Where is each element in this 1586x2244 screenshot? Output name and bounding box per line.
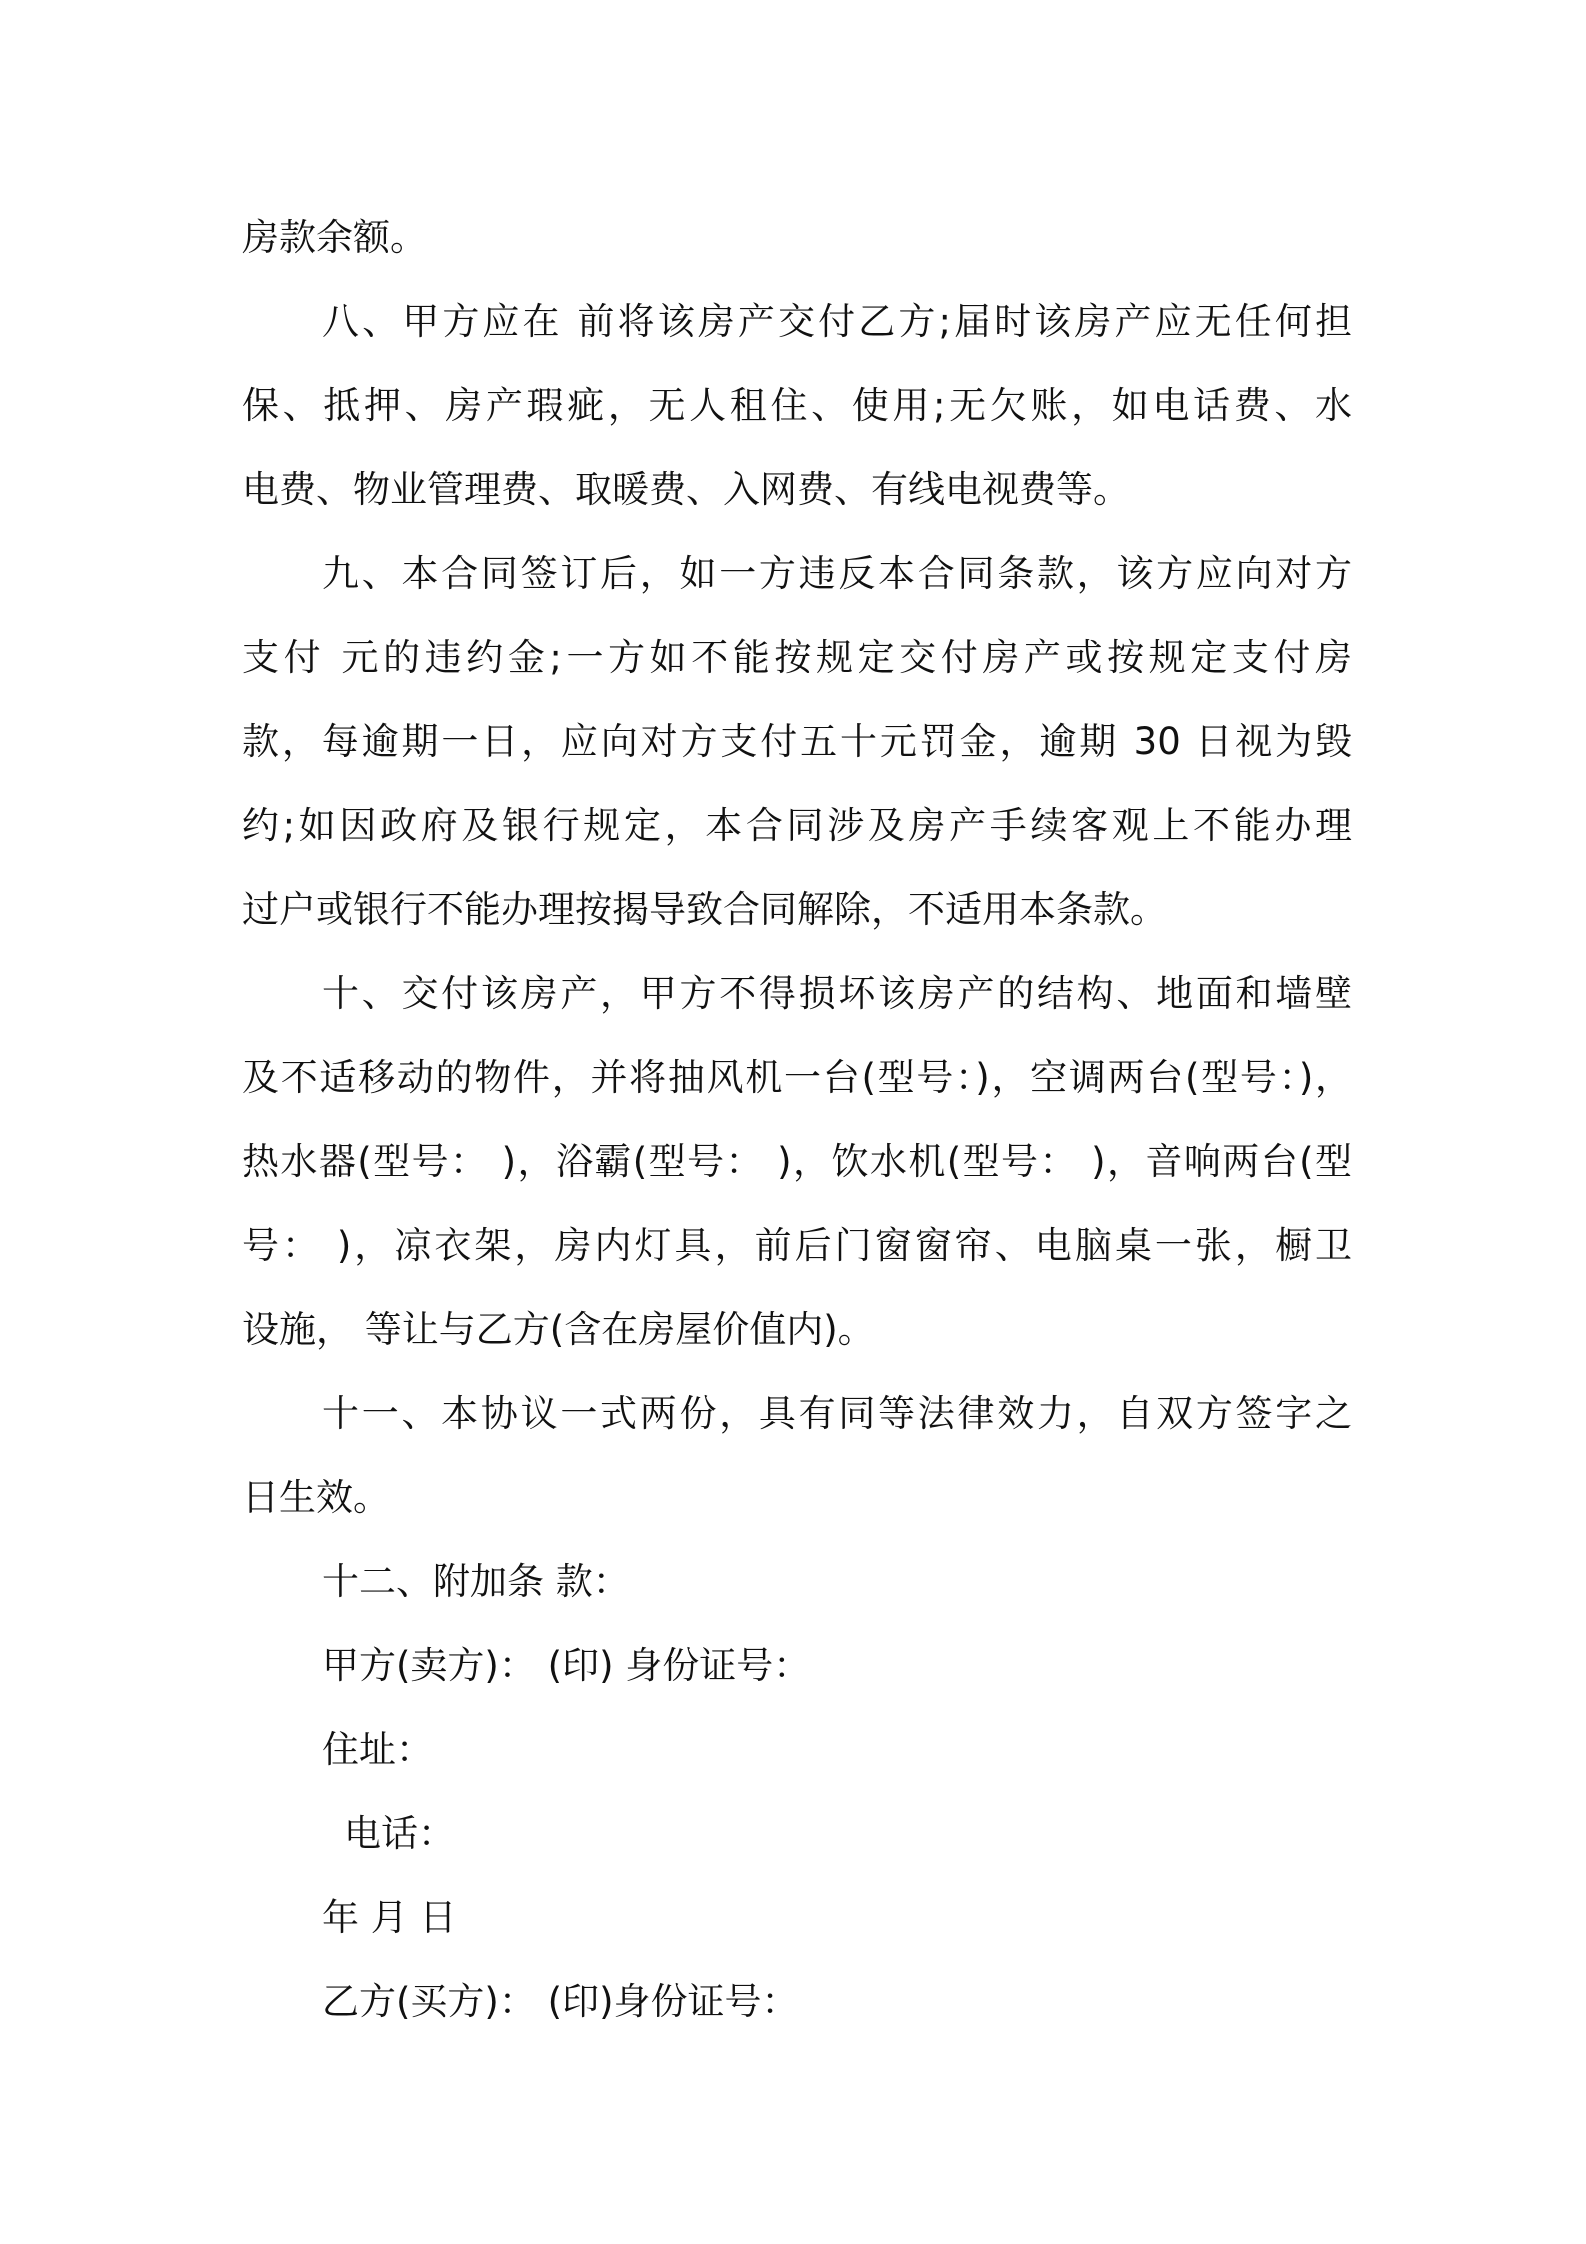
clause-9-line-2: 支付 元的违约金;一方如不能按规定交付房产或按规定支付房 (242, 636, 1352, 679)
clause-9-line-3: 款，每逾期一日，应向对方支付五十元罚金，逾期 30 日视为毁 (242, 720, 1352, 763)
party-a-address: 住址： (322, 1728, 433, 1771)
clause-12-heading: 十二、附加条 款： (322, 1560, 630, 1603)
clause-10-line-3: 热水器(型号： )，浴霸(型号： )，饮水机(型号： )，音响两台(型 (242, 1140, 1352, 1183)
party-b-buyer: 乙方(买方)： (印)身份证号： (322, 1980, 799, 2023)
clause-9-line-5: 过户或银行不能办理按揭导致合同解除，不适用本条款。 (242, 888, 1167, 931)
clause-10-line-5: 设施， 等让与乙方(含在房屋价值内)。 (242, 1308, 875, 1351)
party-a-phone: 电话： (344, 1812, 455, 1855)
clause-10-line-1: 十、交付该房产，甲方不得损坏该房产的结构、地面和墙壁 (322, 972, 1352, 1015)
contract-body (242, 196, 1352, 2044)
clause-8-line-3: 电费、物业管理费、取暖费、入网费、有线电视费等。 (242, 468, 1130, 511)
clause-9-line-1: 九、本合同签订后，如一方违反本合同条款，该方应向对方 (322, 552, 1352, 595)
clause-8-line-1: 八、甲方应在 前将该房产交付乙方;届时该房产应无任何担 (322, 300, 1352, 343)
clause-11-line-2: 日生效。 (242, 1476, 390, 1519)
clause-10-line-2: 及不适移动的物件，并将抽风机一台(型号：)，空调两台(型号：)， (242, 1056, 1352, 1099)
clause-9-line-4: 约;如因政府及银行规定，本合同涉及房产手续客观上不能办理 (242, 804, 1352, 847)
clause-10-line-4: 号： )，凉衣架，房内灯具，前后门窗窗帘、电脑桌一张，橱卫 (242, 1224, 1352, 1267)
clause-8-line-2: 保、抵押、房产瑕疵，无人租住、使用;无欠账，如电话费、水 (242, 384, 1352, 427)
party-a-seller: 甲方(卖方)： (印) 身份证号： (322, 1644, 811, 1687)
clause-11-line-1: 十一、本协议一式两份，具有同等法律效力，自双方签字之 (322, 1392, 1352, 1435)
party-a-date: 年 月 日 (322, 1896, 457, 1939)
text-line: 房款余额。 (242, 216, 427, 259)
